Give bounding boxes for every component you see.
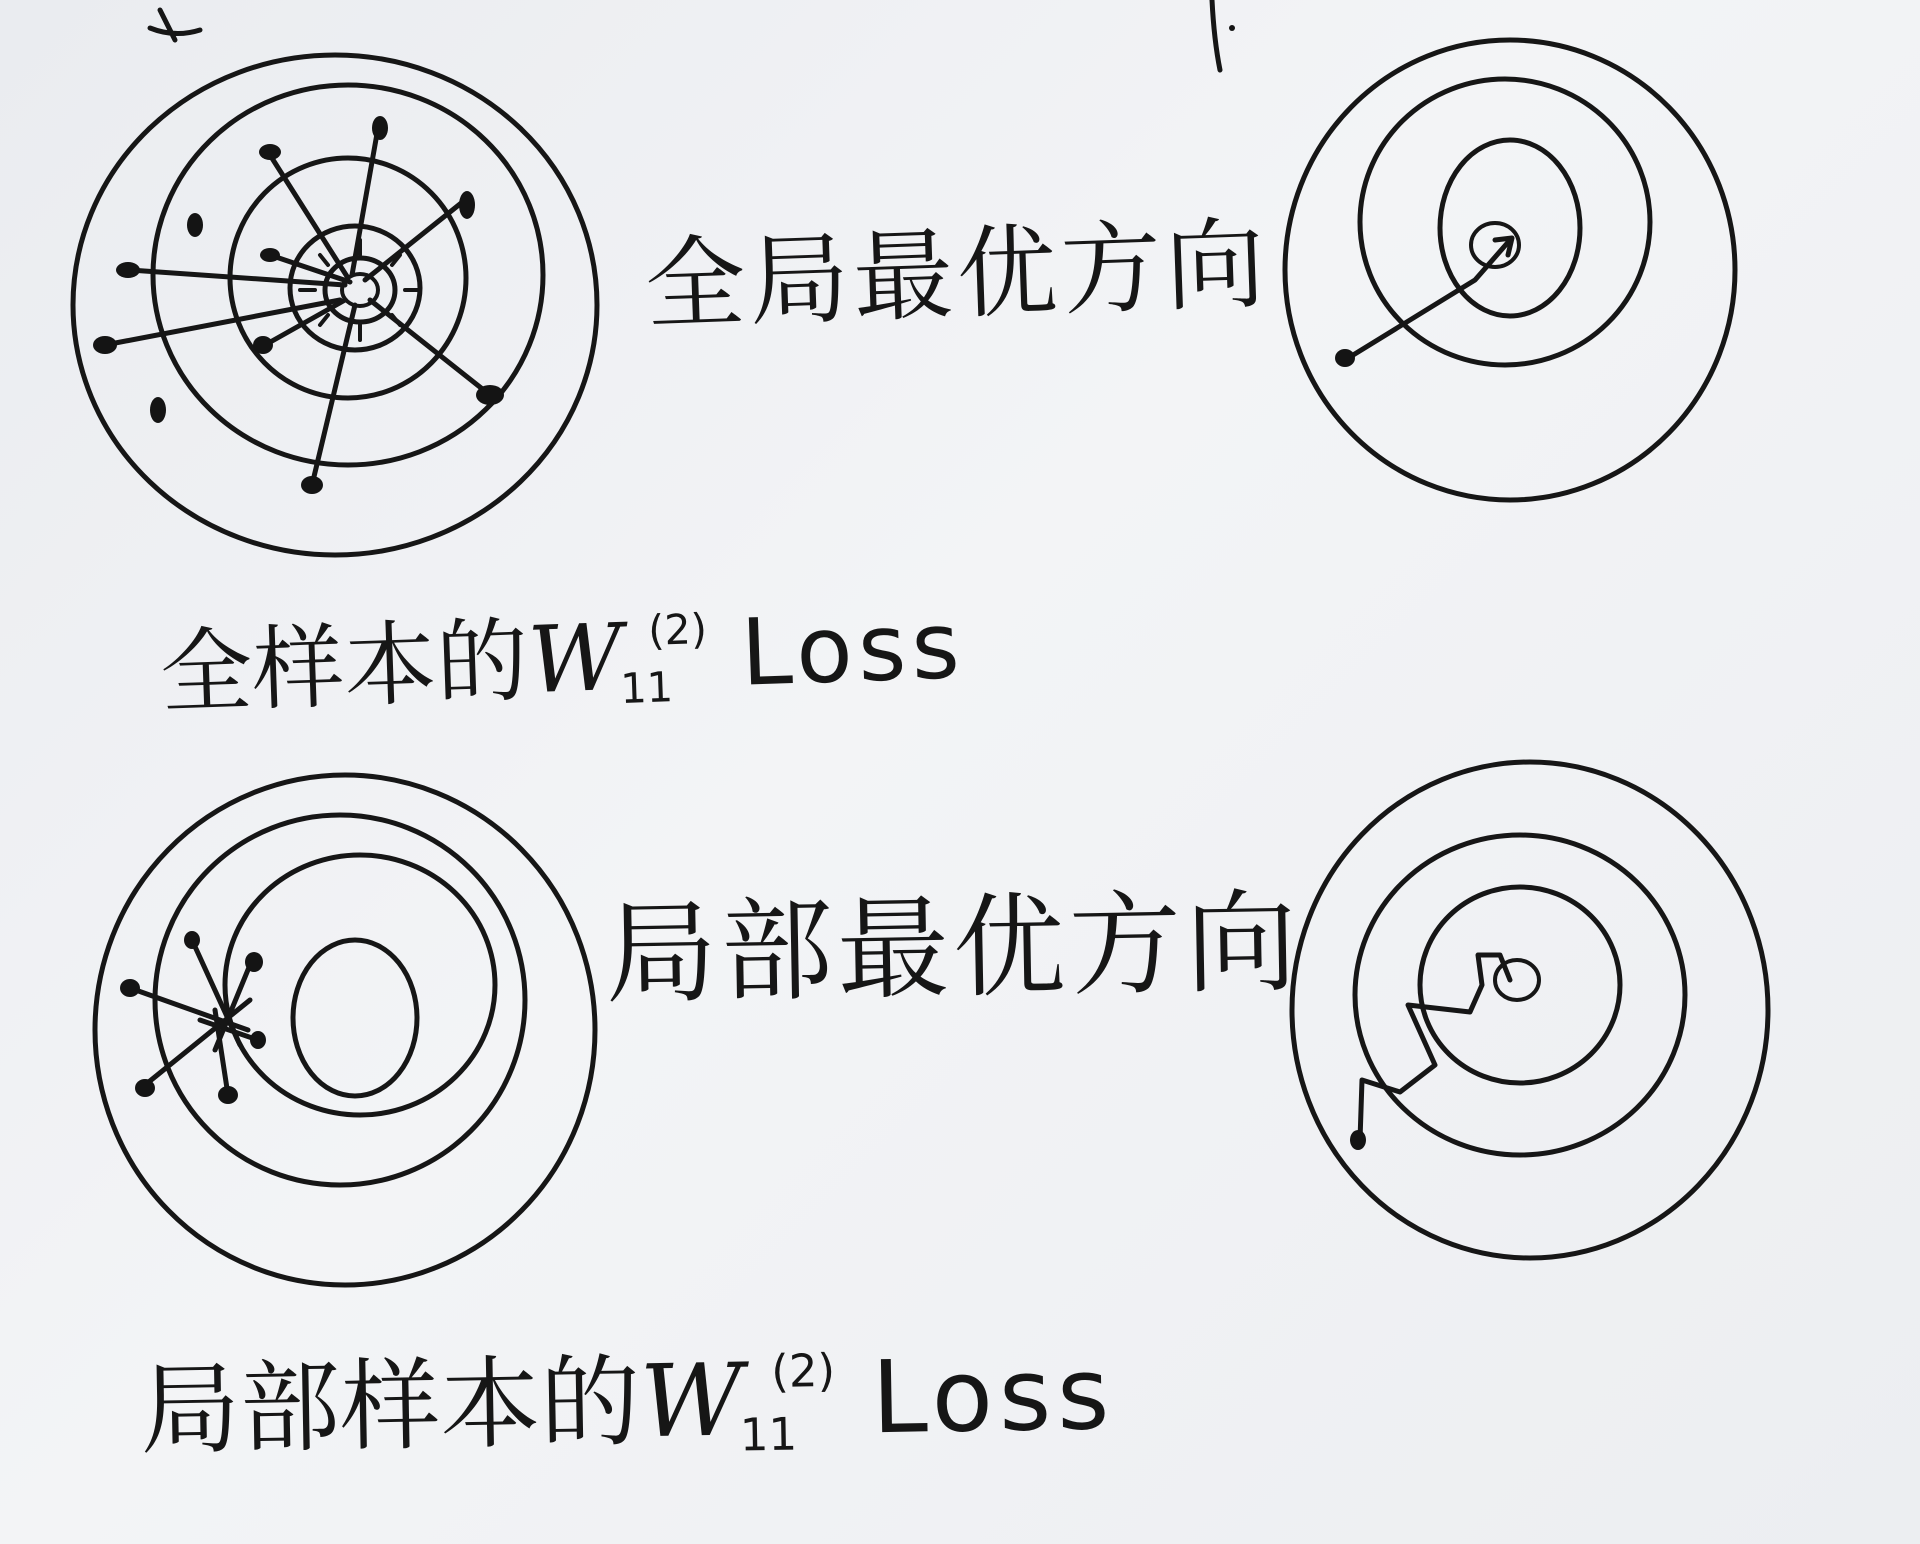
contour-local-sample — [95, 775, 595, 1285]
stray-pen-dot — [1229, 25, 1235, 31]
sample-point — [259, 144, 281, 160]
contour-ring-2 — [1355, 835, 1685, 1155]
corner-scribble — [150, 10, 200, 40]
arrow-line — [370, 300, 490, 395]
sample-point — [93, 336, 117, 354]
start-point — [1335, 349, 1355, 367]
sample-point — [245, 952, 263, 972]
sample-point — [476, 385, 504, 405]
contour-global-path — [1285, 40, 1735, 500]
sample-point — [120, 979, 140, 997]
weight-subscript: 11 — [739, 1407, 798, 1462]
local-optimal-direction-label: 局部最优方向 — [604, 877, 1303, 1020]
local-sample-loss-caption — [139, 1313, 1116, 1474]
global-optimal-direction-label: 全局最优方向 — [643, 205, 1271, 344]
contour-ring-4 — [1495, 960, 1539, 1000]
contour-local-path — [1292, 762, 1768, 1258]
weight-subscript: 11 — [619, 663, 674, 714]
zigzag-path — [1360, 955, 1510, 1140]
sample-point — [301, 476, 323, 494]
arrow-line — [352, 128, 378, 275]
sample-point — [187, 213, 203, 237]
contour-ring-3 — [225, 855, 495, 1115]
contour-ring-2 — [155, 815, 525, 1185]
contour-ring-3 — [1420, 887, 1620, 1083]
loss-word: Loss — [870, 1334, 1117, 1457]
sample-point — [250, 1031, 266, 1049]
weight-superscript: (2) — [647, 604, 708, 655]
weight-symbol: W — [526, 603, 625, 715]
weight-symbol: W — [639, 1341, 744, 1461]
gradient-arrows-local — [120, 931, 266, 1104]
full-sample-loss-caption — [158, 572, 967, 732]
sample-point — [218, 1086, 238, 1104]
weight-superscript: (2) — [770, 1343, 836, 1398]
stray-pen-stroke — [1212, 0, 1220, 70]
contour-full-sample — [73, 55, 597, 555]
caption-prefix: 局部样本的 — [139, 1343, 642, 1469]
sample-point — [253, 336, 273, 354]
sample-point — [372, 116, 388, 140]
sample-point — [260, 248, 280, 262]
sample-point — [116, 262, 140, 278]
sample-point — [184, 931, 200, 949]
contour-ring-4 — [293, 940, 417, 1096]
sample-point — [150, 397, 166, 423]
loss-word: Loss — [739, 591, 967, 707]
sample-point — [459, 191, 475, 219]
sample-point — [135, 1079, 155, 1097]
arrow-line — [130, 270, 345, 285]
contour-ring-outer — [95, 775, 595, 1285]
start-point — [1350, 1130, 1366, 1150]
contour-ring-outer — [1285, 40, 1735, 500]
caption-prefix: 全样本的 — [158, 607, 530, 727]
